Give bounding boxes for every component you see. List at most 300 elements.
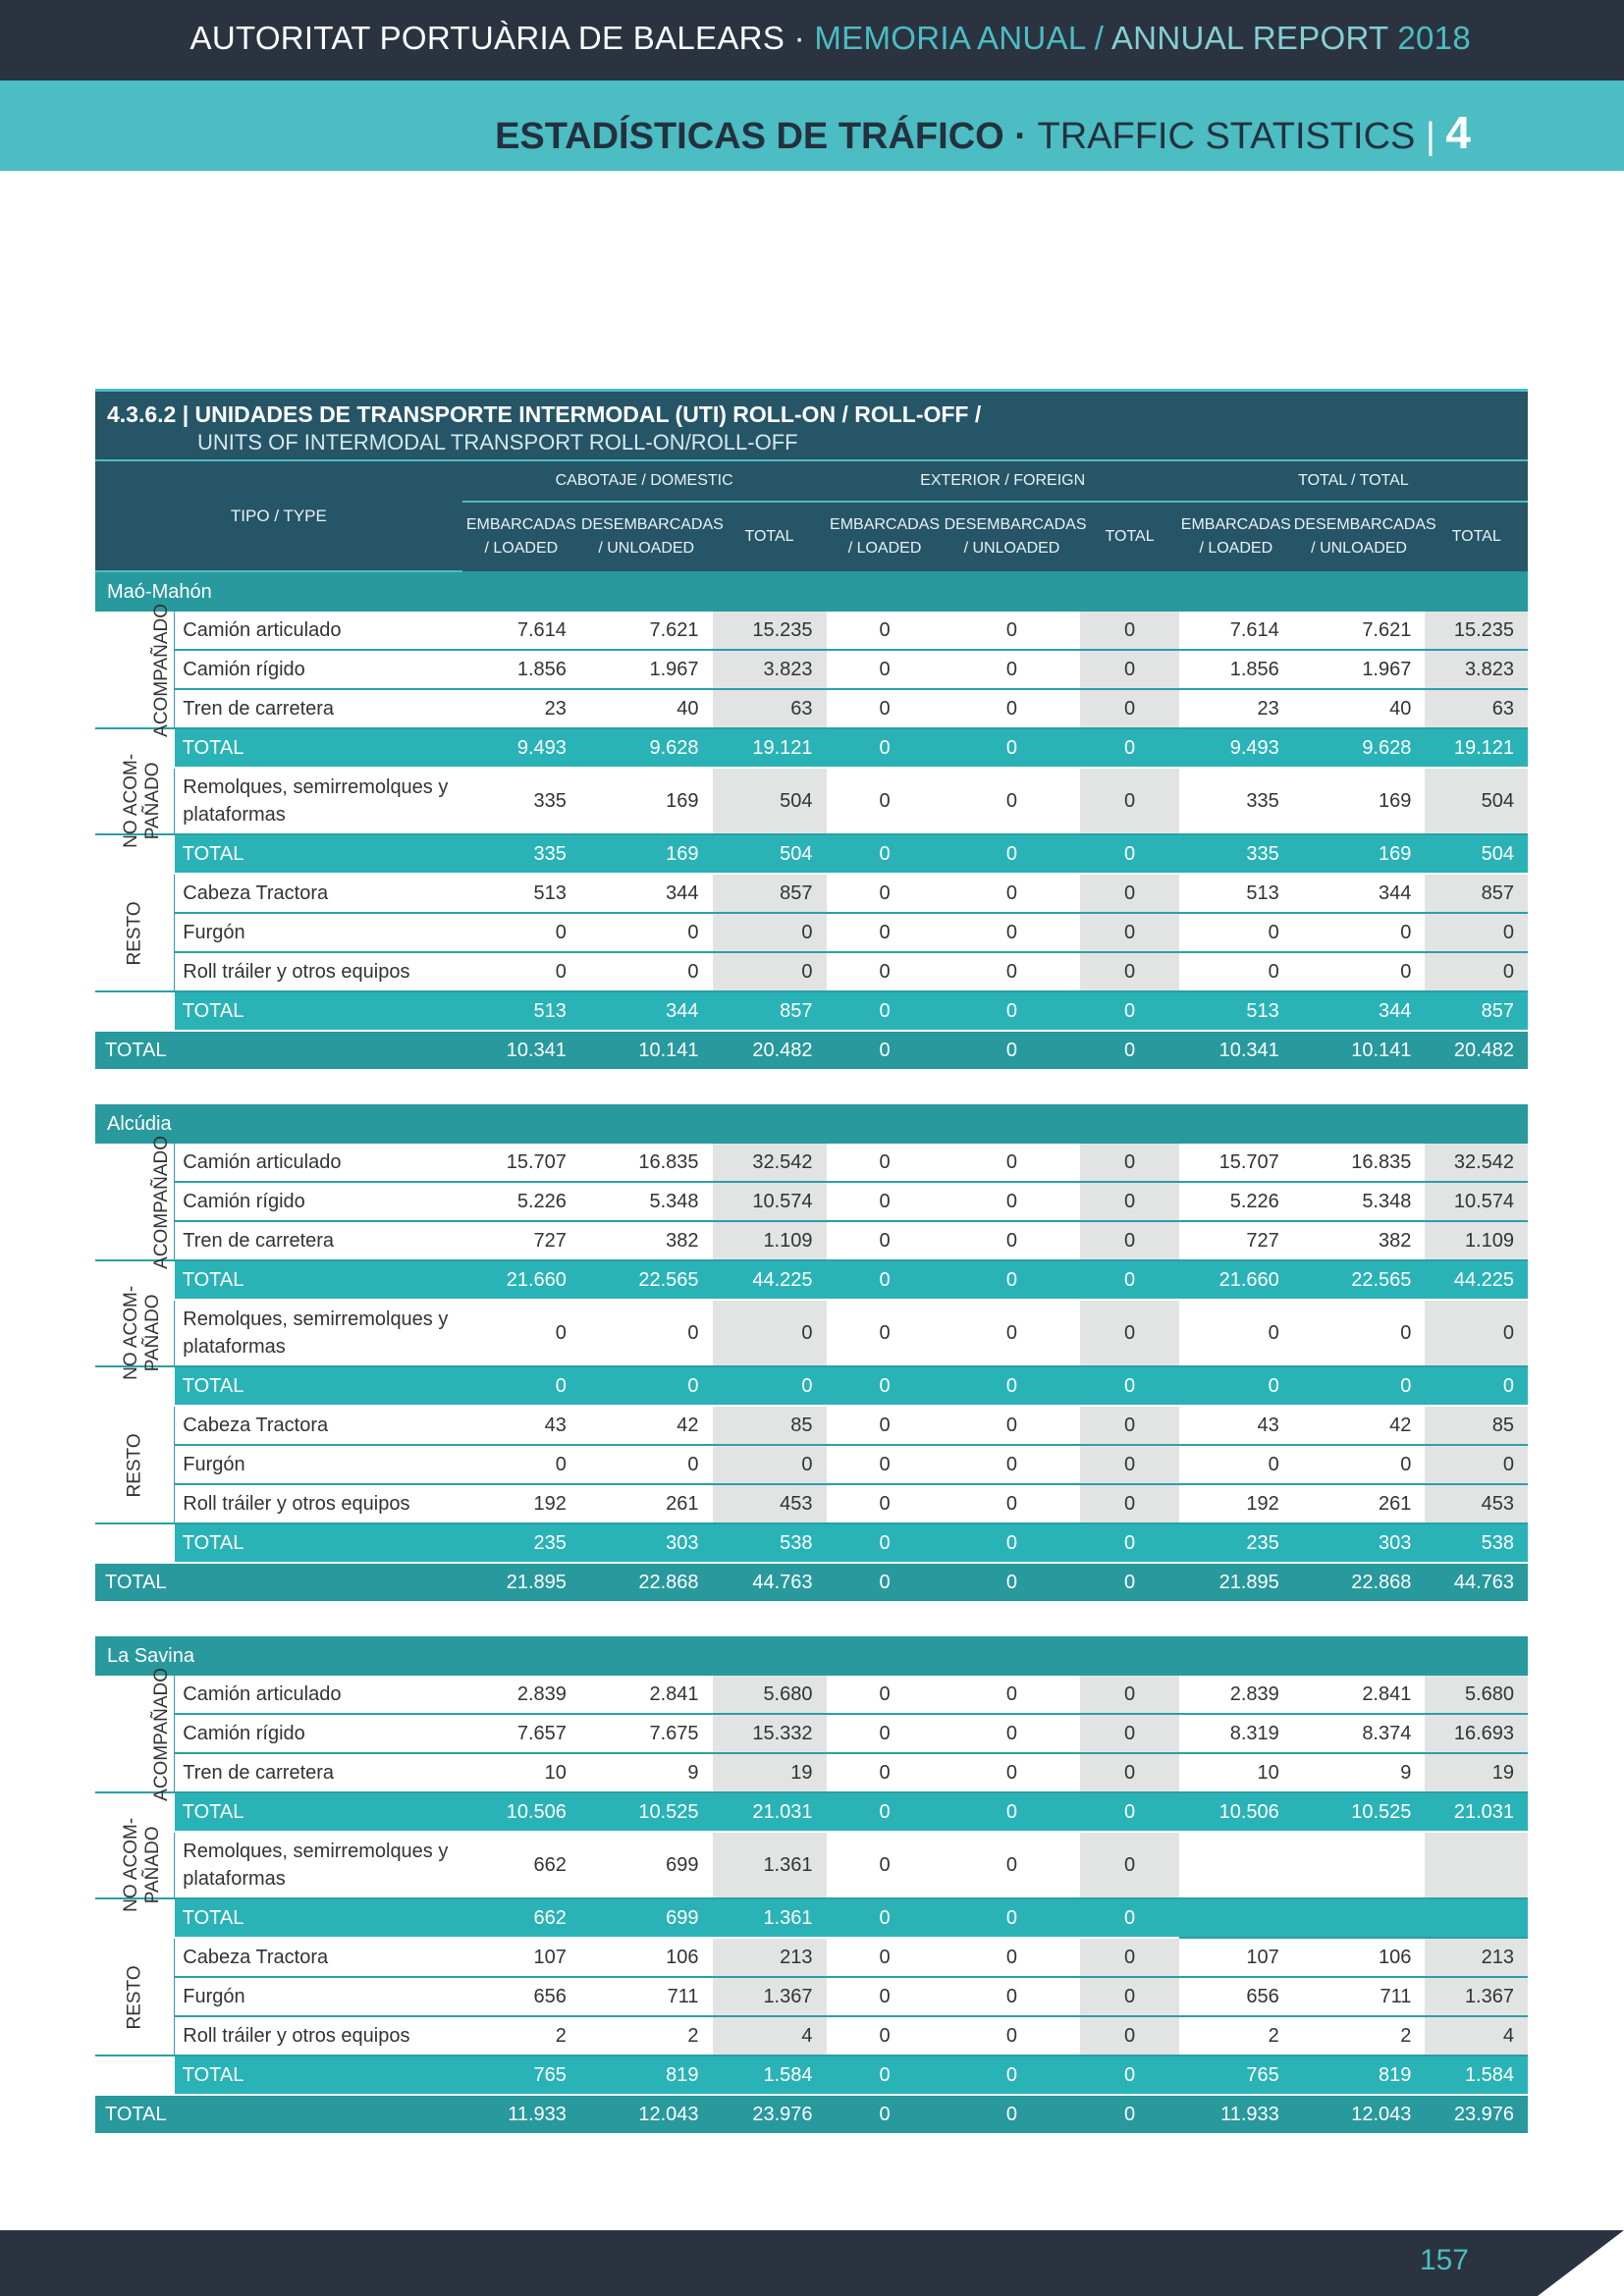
cell-value: 0 [944,1676,1081,1714]
cell-value: 5.680 [1425,1676,1528,1714]
cell-value: 0 [944,1832,1081,1898]
cell-value: 0 [827,952,944,991]
col-loaded [462,502,580,571]
cell-value: 2 [1293,2016,1426,2056]
cell-value: 0 [827,1366,944,1406]
cell-value: 44.225 [1425,1260,1528,1300]
cell-value: 0 [827,2095,944,2133]
cell-value: 7.657 [462,1714,580,1753]
cell-value: 19 [713,1753,827,1792]
cell-value: 0 [1080,1563,1178,1601]
cell-value: 213 [1425,1938,1528,1977]
cell-value: 107 [1179,1938,1293,1977]
cell-value: 10 [462,1753,580,1792]
group-label: RESTO [124,1432,145,1497]
table-row [95,1221,1528,1260]
col-total-label: TOTAL [1105,528,1155,545]
cell-value: 857 [713,874,827,913]
page-number: 157 [1419,2244,1469,2276]
section-spacer [95,1069,1528,1104]
cell-value: 0 [1080,1300,1178,1366]
group-acompanado [95,603,175,737]
cell-value: 85 [1425,1406,1528,1445]
col-loaded [1179,502,1293,571]
cell-value: 0 [944,768,1081,834]
cell-value: 0 [827,768,944,834]
cell-value: 335 [1179,768,1293,834]
cell-value: 21.031 [713,1792,827,1832]
cell-value: 857 [1425,874,1528,913]
cell-value: 15.235 [713,612,827,650]
cell-value: 169 [1293,768,1426,834]
cell-value: 382 [1293,1221,1426,1260]
cell-value: 0 [1179,952,1293,991]
cell-value: 0 [1080,2016,1178,2056]
group-label-line2: PAÑADO [142,762,164,840]
cell-value: 19 [1425,1753,1528,1792]
cell-value: 0 [827,1260,944,1300]
cell-value [1425,1898,1528,1938]
group-label: ACOMPAÑADO [151,1667,172,1801]
subtotal-row [95,1260,1528,1300]
cell-value: 1.367 [713,1977,827,2016]
section-title-en: TRAFFIC STATISTICS [1037,116,1416,157]
cell-value: 0 [1293,1300,1426,1366]
cell-value: 344 [580,874,713,913]
cell-value: 106 [580,1938,713,1977]
cell-value: 335 [462,768,580,834]
cell-value: 0 [1080,2095,1178,2133]
col-total [1425,502,1528,571]
cell-value: 8.319 [1179,1714,1293,1753]
cell-value: 5.348 [580,1182,713,1221]
cell-value: 0 [1080,768,1178,834]
cell-value: 169 [1293,834,1426,874]
cell-value: 0 [944,834,1081,874]
section-header [0,80,1624,171]
cell-value: 21.031 [1425,1792,1528,1832]
cell-value: 44.763 [713,1563,827,1601]
cell-value: 22.565 [1293,1260,1426,1300]
group-acompanado [95,1135,175,1269]
cell-value: 10.141 [580,1031,713,1069]
row-label-line2: plataformas [183,1336,286,1358]
cell-value: 7.621 [1293,612,1426,650]
cell-value: 107 [462,1938,580,1977]
cell-value: 0 [1080,991,1178,1031]
col-unloaded [944,502,1087,571]
cell-value: 662 [462,1898,580,1938]
cell-value: 1.856 [1179,650,1293,689]
cell-value: 538 [1425,1523,1528,1563]
table-row [95,1676,1528,1714]
cell-value: 0 [1293,913,1426,952]
cell-value: 261 [1293,1484,1426,1523]
row-label: TOTAL [95,2095,462,2133]
cell-value: 0 [1080,1144,1178,1182]
cell-value: 261 [580,1484,713,1523]
cell-value: 0 [944,1938,1081,1977]
cell-value: 0 [944,1406,1081,1445]
row-label-line1: Remolques, semirremolques y [183,776,449,798]
cell-value: 0 [1293,952,1426,991]
running-header [0,0,1624,80]
row-label: Camión articulado [175,1144,462,1182]
cell-value: 9 [1293,1753,1426,1792]
cell-value: 15.707 [1179,1144,1293,1182]
cell-value: 0 [944,1484,1081,1523]
col-label-es: DESEMBARCADAS [1293,516,1436,533]
cell-value: 10.525 [1293,1792,1426,1832]
row-label: Roll tráiler y otros equipos [175,952,462,991]
cell-value: 2 [462,2016,580,2056]
subtotal-row [95,1898,1528,1938]
col-total [1080,502,1178,571]
table-row [95,768,1528,834]
cell-value: 10 [1179,1753,1293,1792]
cell-value: 0 [1179,913,1293,952]
cell-value: 0 [462,913,580,952]
group-label-line1: NO ACOM- [121,1285,142,1380]
cell-value: 0 [827,991,944,1031]
col-group-cabotaje: CABOTAJE / DOMESTIC [462,460,827,502]
row-label [175,1300,462,1366]
grand-total-row [95,1563,1528,1601]
section-title-es: ESTADÍSTICAS DE TRÁFICO · [495,116,1027,157]
cell-value: 0 [827,2056,944,2095]
cell-value: 504 [1425,834,1528,874]
cell-value: 0 [580,952,713,991]
cell-value: 44.225 [713,1260,827,1300]
row-label: Camión articulado [175,612,462,650]
subtotal-row [95,1792,1528,1832]
cell-value: 0 [1080,612,1178,650]
cell-value: 23 [1179,689,1293,728]
row-label-line1: Remolques, semirremolques y [183,1841,449,1862]
port-header-row [95,571,1528,612]
cell-value: 0 [462,1445,580,1484]
cell-value: 19.121 [1425,728,1528,768]
cell-value: 22.868 [580,1563,713,1601]
cell-value: 819 [1293,2056,1426,2095]
row-label: TOTAL [175,834,462,874]
cell-value: 0 [713,1366,827,1406]
cell-value: 63 [713,689,827,728]
cell-value: 43 [1179,1406,1293,1445]
table-row [95,1484,1528,1523]
group-label [121,1286,164,1380]
header-annual: ANNUAL REPORT [1110,20,1388,56]
cell-value: 0 [944,991,1081,1031]
row-label [175,768,462,834]
cell-value: 0 [944,1792,1081,1832]
cell-value: 15.235 [1425,612,1528,650]
grand-total-row [95,1031,1528,1069]
subtotal-row [95,728,1528,768]
cell-value: 0 [827,650,944,689]
cell-value: 2 [580,2016,713,2056]
row-label-line2: plataformas [183,1868,286,1890]
group-no-acompanado [95,1285,175,1380]
row-label: Cabeza Tractora [175,874,462,913]
cell-value: 9.628 [1293,728,1426,768]
cell-value: 1.584 [713,2056,827,2095]
cell-value: 0 [944,1300,1081,1366]
subtotal-row [95,834,1528,874]
cell-value: 0 [1080,2056,1178,2095]
table-row [95,612,1528,650]
cell-value: 0 [827,612,944,650]
subtotal-row [95,1523,1528,1563]
cell-value: 40 [580,689,713,728]
cell-value: 0 [944,1366,1081,1406]
row-label: TOTAL [95,1563,462,1601]
row-label-line1: Remolques, semirremolques y [183,1308,449,1330]
cell-value: 0 [944,612,1081,650]
row-label: Furgón [175,913,462,952]
group-label [121,1818,164,1912]
table-row [95,874,1528,913]
col-label-es: EMBARCADAS [1180,516,1291,533]
col-label-en: / UNLOADED [598,540,695,557]
group-label-line1: NO ACOM- [121,753,142,848]
header-year: 2018 [1397,20,1471,56]
cell-value: 0 [827,1484,944,1523]
cell-value: 0 [827,1445,944,1484]
uti-table [95,459,1528,2133]
cell-value: 5.348 [1293,1182,1426,1221]
cell-value: 0 [827,1144,944,1182]
cell-value: 0 [1080,834,1178,874]
group-no-acompanado [95,1817,175,1912]
cell-value: 169 [580,834,713,874]
cell-value: 9 [580,1753,713,1792]
cell-value: 0 [827,1563,944,1601]
row-label [175,1832,462,1898]
table-title-line2: UNITS OF INTERMODAL TRANSPORT ROLL-ON/ROLL-OFF [197,430,798,454]
cell-value: 4 [713,2016,827,2056]
cell-value: 699 [580,1832,713,1898]
section-separator: | [1425,116,1435,157]
cell-value: 10.341 [462,1031,580,1069]
cell-value: 5.680 [713,1676,827,1714]
cell-value: 0 [1425,1366,1528,1406]
cell-value: 0 [827,1832,944,1898]
table-row [95,650,1528,689]
col-unloaded [580,502,724,571]
cell-value: 765 [462,2056,580,2095]
col-unloaded [1293,502,1436,571]
row-label: Camión rígido [175,1182,462,1221]
cell-value: 0 [944,1563,1081,1601]
row-label: Cabeza Tractora [175,1406,462,1445]
cell-value: 0 [1293,1445,1426,1484]
cell-value: 303 [580,1523,713,1563]
cell-value: 1.109 [713,1221,827,1260]
header-org: AUTORITAT PORTUÀRIA DE BALEARS · [189,20,805,56]
cell-value: 10.574 [1425,1182,1528,1221]
table-row [95,1445,1528,1484]
group-label: ACOMPAÑADO [151,603,172,737]
cell-value: 0 [1080,1484,1178,1523]
group-label-line2: PAÑADO [142,1294,164,1372]
cell-value: 23.976 [713,2095,827,2133]
cell-value: 335 [1179,834,1293,874]
row-label: Tren de carretera [175,1221,462,1260]
cell-value: 23 [462,689,580,728]
cell-value: 0 [713,1445,827,1484]
cell-value: 9.493 [462,728,580,768]
cell-value: 0 [1080,913,1178,952]
cell-value: 20.482 [1425,1031,1528,1069]
cell-value: 0 [1080,1182,1178,1221]
cell-value: 0 [827,1221,944,1260]
cell-value: 1.109 [1425,1221,1528,1260]
header-memoria: MEMORIA ANUAL / [814,20,1105,56]
cell-value: 0 [827,1300,944,1366]
cell-value: 20.482 [713,1031,827,1069]
row-label: Camión rígido [175,650,462,689]
cell-value: 656 [1179,1977,1293,2016]
cell-value: 344 [1293,991,1426,1031]
subtotal-row [95,991,1528,1031]
cell-value: 0 [827,1792,944,1832]
cell-value: 0 [944,650,1081,689]
cell-value: 0 [944,2016,1081,2056]
row-label: TOTAL [175,1898,462,1938]
col-label-en: / UNLOADED [963,540,1060,557]
cell-value: 0 [1080,952,1178,991]
table-row [95,1144,1528,1182]
cell-value: 0 [1425,1445,1528,1484]
cell-value: 0 [1293,1366,1426,1406]
table-title-line1: 4.3.6.2 | UNIDADES DE TRANSPORTE INTERMODAL (UTI) ROLL-ON / ROLL-OFF / [107,401,982,427]
cell-value: 0 [1080,1753,1178,1792]
col-label-es: DESEMBARCADAS [944,516,1087,533]
cell-value [1179,1898,1293,1938]
table-row [95,689,1528,728]
col-total-label: TOTAL [744,528,794,545]
col-label-en: / LOADED [847,540,922,557]
cell-value: 0 [944,952,1081,991]
port-name: Alcúdia [95,1104,1528,1144]
cell-value: 0 [944,1753,1081,1792]
cell-value: 0 [944,2095,1081,2133]
traffic-table-wrapper [95,389,1528,2133]
cell-value: 1.584 [1425,2056,1528,2095]
cell-value [1293,1832,1426,1898]
port-header-row [95,1104,1528,1144]
cell-value: 453 [1425,1484,1528,1523]
cell-value: 0 [580,913,713,952]
cell-value: 656 [462,1977,580,2016]
cell-value: 0 [944,1182,1081,1221]
cell-value: 21.660 [1179,1260,1293,1300]
cell-value: 0 [713,952,827,991]
group-spacer [95,2056,175,2095]
cell-value: 727 [462,1221,580,1260]
group-resto [95,1406,175,1523]
group-acompanado [95,1667,175,1801]
cell-value: 11.933 [1179,2095,1293,2133]
group-label: ACOMPAÑADO [151,1135,172,1269]
cell-value: 0 [580,1366,713,1406]
col-group-exterior: EXTERIOR / FOREIGN [827,460,1179,502]
col-label-en: / UNLOADED [1311,540,1407,557]
cell-value: 10.341 [1179,1031,1293,1069]
cell-value: 0 [1425,1300,1528,1366]
cell-value: 32.542 [713,1144,827,1182]
row-label: Furgón [175,1977,462,2016]
cell-value: 504 [713,768,827,834]
col-group-total: TOTAL / TOTAL [1179,460,1528,502]
cell-value: 10.574 [713,1182,827,1221]
row-label: Camión articulado [175,1676,462,1714]
cell-value: 40 [1293,689,1426,728]
cell-value: 0 [1080,1406,1178,1445]
col-label-en: / LOADED [484,540,559,557]
cell-value: 0 [944,1523,1081,1563]
cell-value: 0 [580,1300,713,1366]
cell-value: 0 [944,1714,1081,1753]
cell-value: 0 [944,1031,1081,1069]
cell-value: 2.839 [1179,1676,1293,1714]
col-label-es: EMBARCADAS [830,516,941,533]
cell-value: 0 [1080,1445,1178,1484]
cell-value: 0 [462,952,580,991]
cell-value: 857 [1425,991,1528,1031]
row-label: Roll tráiler y otros equipos [175,2016,462,2056]
cell-value: 0 [944,1977,1081,2016]
cell-value: 727 [1179,1221,1293,1260]
cell-value: 453 [713,1484,827,1523]
cell-value: 344 [1293,874,1426,913]
port-header-row [95,1636,1528,1676]
table-row [95,1182,1528,1221]
cell-value: 0 [827,1031,944,1069]
port-name: La Savina [95,1636,1528,1676]
col-label-es: EMBARCADAS [465,516,576,533]
cell-value: 0 [1080,728,1178,768]
cell-value: 10.525 [580,1792,713,1832]
group-resto [95,874,175,991]
cell-value: 0 [1080,1977,1178,2016]
cell-value: 192 [1179,1484,1293,1523]
grand-total-row [95,2095,1528,2133]
cell-value: 7.675 [580,1714,713,1753]
cell-value: 0 [944,689,1081,728]
cell-value: 7.614 [462,612,580,650]
spacer-cell [95,1601,1528,1636]
cell-value: 0 [944,728,1081,768]
cell-value: 0 [1425,952,1528,991]
cell-value: 0 [1080,650,1178,689]
cell-value: 21.660 [462,1260,580,1300]
group-label-line1: NO ACOM- [121,1817,142,1912]
cell-value: 43 [462,1406,580,1445]
cell-value: 235 [1179,1523,1293,1563]
cell-value: 711 [1293,1977,1426,2016]
row-label: Tren de carretera [175,1753,462,1792]
cell-value: 303 [1293,1523,1426,1563]
cell-value: 8.374 [1293,1714,1426,1753]
cell-value: 699 [580,1898,713,1938]
cell-value: 0 [944,1260,1081,1300]
cell-value: 1.967 [1293,650,1426,689]
group-label-line2: PAÑADO [142,1826,164,1904]
cell-value: 1.367 [1425,1977,1528,2016]
cell-value: 1.361 [713,1898,827,1938]
